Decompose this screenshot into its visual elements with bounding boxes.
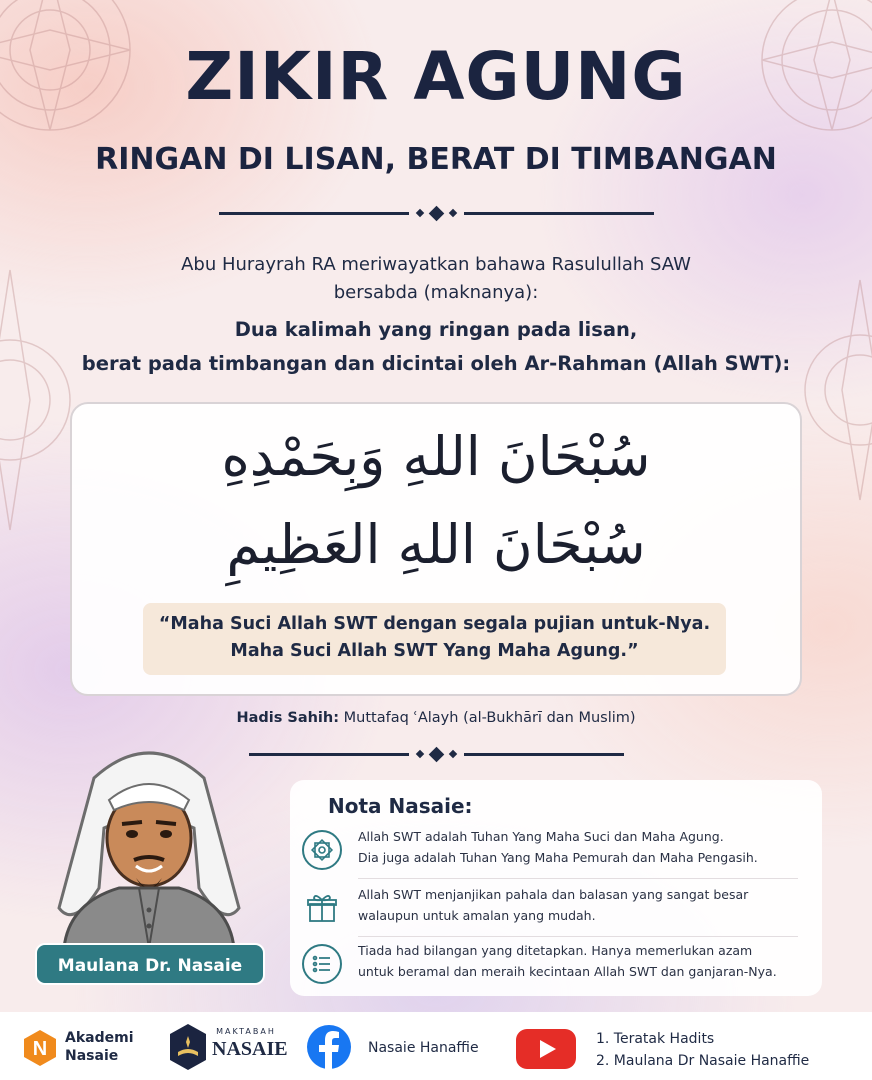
nota-text: [358, 884, 818, 926]
maktabah-name: NASAIE: [212, 1038, 288, 1060]
divider-dot: [448, 750, 456, 758]
divider-top: [0, 206, 872, 220]
nota-separator: [358, 878, 798, 879]
nota-line: Allah SWT adalah Tuhan Yang Maha Suci dan Maha Agung.: [358, 829, 724, 844]
akademi-line-1: Akademi: [65, 1030, 134, 1046]
intro-line-3: Dua kalimah yang ringan pada lisan,: [234, 318, 638, 341]
nota-line: Allah SWT menjanjikan pahala dan balasan yang sangat besar: [358, 887, 749, 902]
nota-line: walaupun untuk amalan yang mudah.: [358, 908, 596, 923]
arabic-line-2: سُبْحَانَ اللهِ العَظِيمِ: [226, 513, 646, 576]
divider-dot: [415, 750, 423, 758]
maktabah-logo-icon: [166, 1022, 210, 1072]
arabic-line-1: سُبْحَانَ اللهِ وَبِحَمْدِهِ: [221, 425, 651, 488]
akademi-nasaie-label: [65, 1029, 134, 1065]
divider-dot: [448, 209, 456, 217]
translation-box: [143, 603, 726, 675]
nota-separator: [358, 936, 798, 937]
youtube-channels: [596, 1028, 809, 1072]
nota-title: Nota Nasaie:: [328, 794, 473, 818]
star-ornament-icon: [302, 830, 342, 870]
nota-item: [302, 884, 812, 934]
nota-item: [302, 826, 812, 876]
intro-line-1: Abu Hurayrah RA meriwayatkan bahawa Rasulullah SAW: [181, 254, 691, 275]
list-icon: [302, 944, 342, 984]
nota-line: Dia juga adalah Tuhan Yang Maha Pemurah dan Maha Pengasih.: [358, 850, 758, 865]
divider-line: [464, 212, 654, 215]
nota-text: [358, 940, 818, 982]
divider-diamond: [428, 205, 444, 221]
author-name-badge: Maulana Dr. Nasaie: [35, 943, 265, 985]
translation-line-1: “Maha Suci Allah SWT dengan segala pujian untuk-Nya.: [158, 614, 711, 634]
maktabah-label: [212, 1026, 288, 1060]
nota-card: [290, 780, 822, 996]
footer-bar: [0, 1012, 872, 1080]
nota-line: Tiada had bilangan yang ditetapkan. Hanya memerlukan azam: [358, 943, 753, 958]
gift-icon: [302, 888, 342, 928]
nota-item: [302, 940, 812, 990]
intro-line-2: bersabda (maknanya):: [333, 282, 539, 303]
intro-line-4: berat pada timbangan dan dicintai oleh Ar-Rahman (Allah SWT):: [81, 352, 791, 375]
author-portrait: [24, 738, 274, 948]
nota-text: [358, 826, 818, 868]
divider-line: [464, 753, 624, 756]
page-subtitle: RINGAN DI LISAN, BERAT DI TIMBANGAN: [95, 142, 777, 177]
facebook-icon[interactable]: [306, 1024, 352, 1070]
hadis-source: [0, 710, 872, 726]
hadis-source-label: Hadis Sahih:: [236, 710, 340, 726]
youtube-icon[interactable]: [515, 1028, 577, 1070]
akademi-line-2: Nasaie: [65, 1048, 119, 1064]
translation-line-2: Maha Suci Allah SWT Yang Maha Agung.”: [230, 641, 639, 661]
youtube-channel-1[interactable]: 1. Teratak Hadits: [596, 1031, 715, 1047]
maktabah-top: MAKTABAH: [216, 1027, 276, 1036]
facebook-name[interactable]: Nasaie Hanaffie: [368, 1040, 479, 1056]
divider-dot: [415, 209, 423, 217]
divider-diamond: [428, 746, 444, 762]
akademi-nasaie-logo-icon: [20, 1028, 60, 1068]
youtube-channel-2[interactable]: 2. Maulana Dr Nasaie Hanaffie: [596, 1053, 810, 1069]
hadis-source-value: Muttafaq ʿAlayh (al-Bukhārī dan Muslim): [343, 710, 636, 726]
nota-line: untuk beramal dan meraih kecintaan Allah SWT dan ganjaran-Nya.: [358, 964, 777, 979]
svg-text:N: N: [32, 1038, 48, 1060]
page-title: ZIKIR AGUNG: [185, 38, 687, 115]
divider-line: [219, 212, 409, 215]
